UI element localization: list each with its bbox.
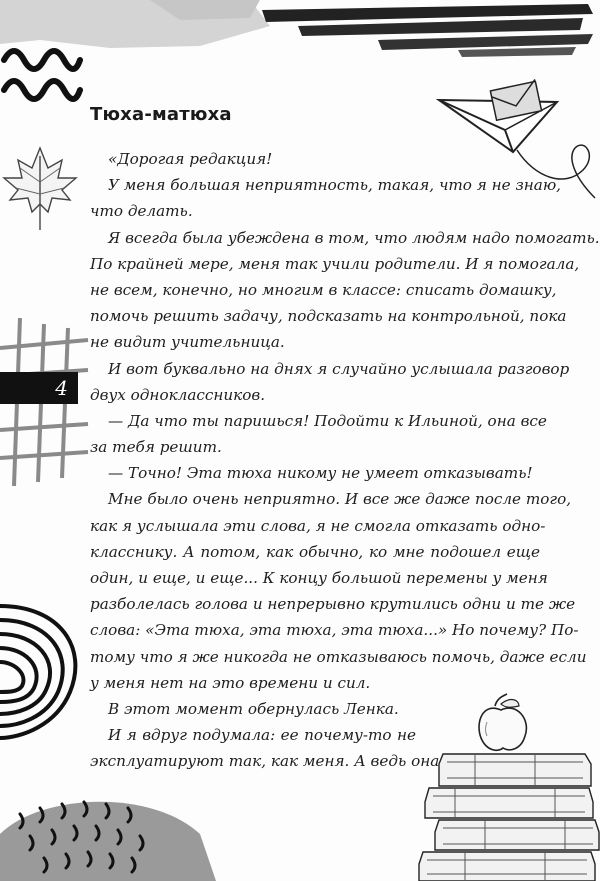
page-number-tab: 4 (0, 372, 78, 404)
text-line: эксплуатируют так, как меня. А ведь она (90, 752, 440, 771)
text-line: По крайней мере, меня так учили родители. И я помогала, (90, 254, 580, 273)
concentric-arcs-decoration (0, 588, 96, 788)
letter-body (90, 146, 600, 775)
text-line: слова: «Эта тюха, эта тюха, эта тюха...» Но почему? По- (90, 621, 579, 640)
text-line: Мне было очень неприятно. И все же даже после того, (108, 490, 572, 509)
text-line: У меня большая неприятность, такая, что я не знаю, (108, 176, 562, 195)
text-line: за тебя решит. (90, 438, 222, 457)
text-line: двух одноклассников. (90, 385, 266, 404)
text-line: класснику. А потом, как обычно, ко мне подошел еще (90, 542, 540, 561)
text-line: «Дорогая редакция! (108, 150, 273, 168)
maple-leaf-icon (0, 142, 82, 234)
page-title: Тюха-матюха (90, 104, 232, 126)
gray-semicircle-decoration (0, 774, 220, 881)
text-line: разболелась голова и непрерывно крутились одни и те же (90, 595, 576, 614)
text-line: что делать. (90, 202, 193, 221)
text-line: тому что я же никогда не отказываюсь помочь, даже если (90, 647, 587, 666)
text-line: не видит учительница. (90, 333, 285, 352)
text-line: как я услышала эти слова, я не смогла отказать одно- (90, 516, 546, 535)
zigzag-waves-icon (0, 36, 84, 118)
text-line: — Точно! Эта тюха никому не умеет отказывать! (108, 464, 533, 483)
text-line: не всем, конечно, но многим в классе: списать домашку, (90, 280, 557, 299)
text-line: И вот буквально на днях я случайно услышала разговор (108, 359, 570, 378)
text-line: помочь решить задачу, подсказать на контрольной, пока (90, 307, 567, 326)
brush-strokes-decoration (258, 0, 600, 70)
text-line: Я всегда была убеждена в том, что людям надо помогать. (108, 228, 600, 247)
text-line: у меня нет на это времени и сил. (90, 673, 371, 692)
text-line: И я вдруг подумала: ее почему-то не (108, 726, 416, 745)
text-line: В этот момент обернулась Ленка. (108, 699, 399, 718)
text-line: один, и еще, и еще... К концу большой перемены у меня (90, 569, 548, 587)
text-line: — Да что ты паришься! Подойти к Ильиной, она все (108, 411, 547, 430)
